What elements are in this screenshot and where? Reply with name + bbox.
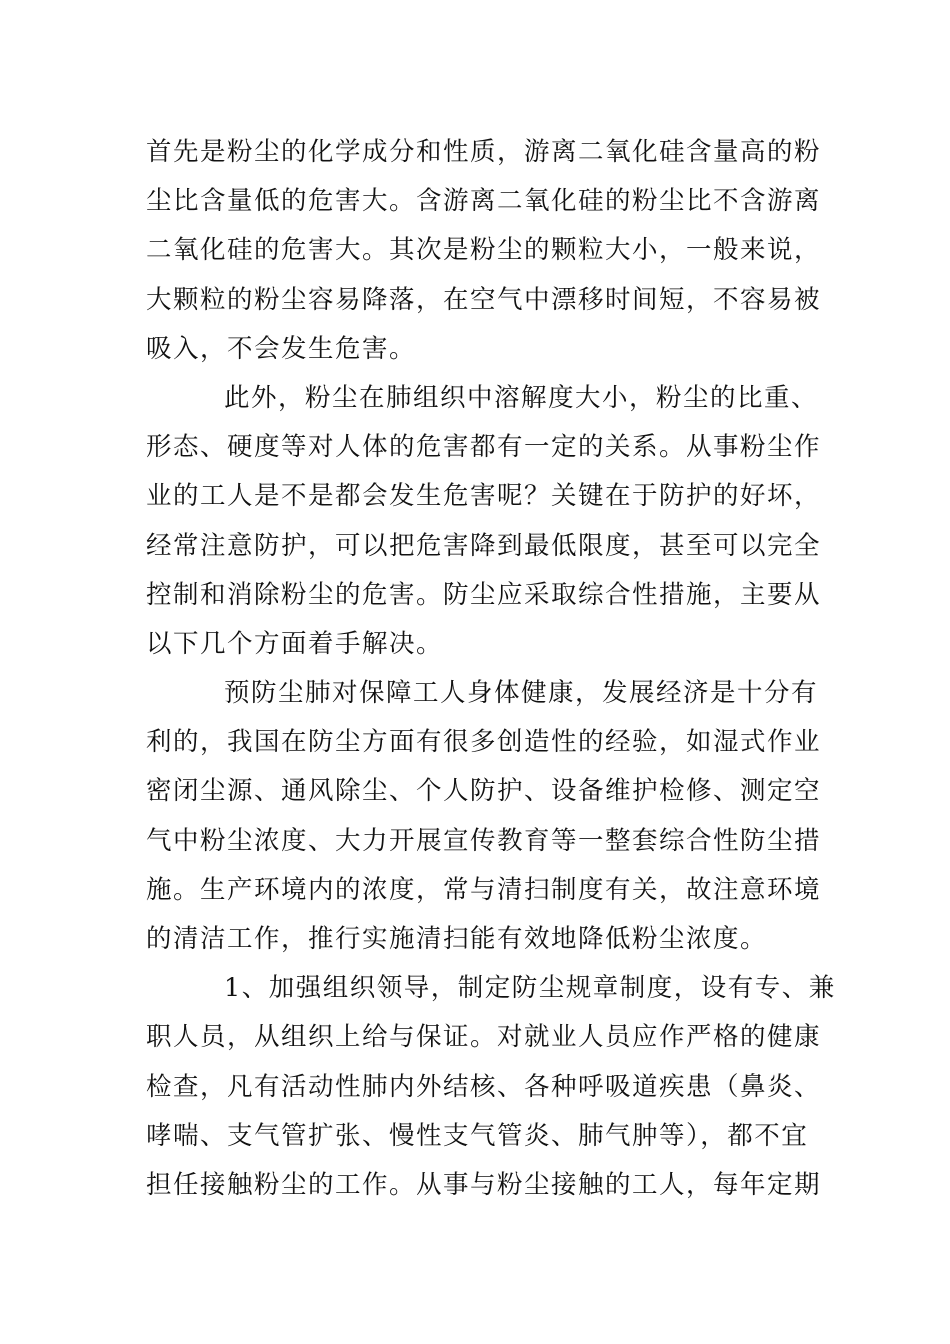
text-line: 形态、硬度等对人体的危害都有一定的关系。从事粉尘作 <box>146 432 822 463</box>
text-line: 气中粉尘浓度、大力开展宣传教育等一整套综合性防尘措 <box>146 825 822 856</box>
text-line: 控制和消除粉尘的危害。防尘应采取综合性措施，主要从 <box>146 579 822 610</box>
body-text <box>146 128 836 1210</box>
text-line: 以下几个方面着手解决。 <box>146 628 444 659</box>
text-line: 担任接触粉尘的工作。从事与粉尘接触的工人，每年定期 <box>146 1169 822 1200</box>
text-line: 施。生产环境内的浓度，常与清扫制度有关，故注意环境 <box>146 874 822 905</box>
text-line: 尘比含量低的危害大。含游离二氧化硅的粉尘比不含游离 <box>146 186 822 217</box>
paragraph-4 <box>146 964 836 1210</box>
text-line: 经常注意防护，可以把危害降到最低限度，甚至可以完全 <box>146 530 822 561</box>
paragraph-1 <box>146 128 822 374</box>
text-line: 首先是粉尘的化学成分和性质，游离二氧化硅含量高的粉 <box>146 137 822 167</box>
text-line-indented: 预防尘肺对保障工人身体健康，发展经济是十分有 <box>224 678 819 709</box>
text-line: 密闭尘源、通风除尘、个人防护、设备维护检修、测定空 <box>146 776 822 807</box>
text-line: 哮喘、支气管扩张、慢性支气管炎、肺气肿等），都不宜 <box>146 1120 809 1151</box>
text-line-indented: 此外，粉尘在肺组织中溶解度大小，粉尘的比重、 <box>224 382 819 413</box>
text-line: 的清洁工作，推行实施清扫能有效地降低粉尘浓度。 <box>146 924 768 954</box>
text-line: 职人员，从组织上给与保证。对就业人员应作严格的健康 <box>146 1022 822 1053</box>
paragraph-3 <box>146 669 822 964</box>
text-line-indented: 1、加强组织领导，制定防尘规章制度，设有专、兼 <box>224 973 836 1004</box>
text-line: 检查，凡有活动性肺内外结核、各种呼吸道疾患（鼻炎、 <box>146 1071 822 1102</box>
text-line: 吸入，不会发生危害。 <box>146 333 417 364</box>
text-line: 二氧化硅的危害大。其次是粉尘的颗粒大小，一般来说， <box>146 235 822 266</box>
text-line: 大颗粒的粉尘容易降落，在空气中漂移时间短，不容易被 <box>146 284 822 315</box>
text-line: 业的工人是不是都会发生危害呢？关键在于防护的好坏， <box>146 481 822 512</box>
text-line: 利的，我国在防尘方面有很多创造性的经验，如湿式作业 <box>146 727 822 758</box>
paragraph-2 <box>146 374 822 669</box>
